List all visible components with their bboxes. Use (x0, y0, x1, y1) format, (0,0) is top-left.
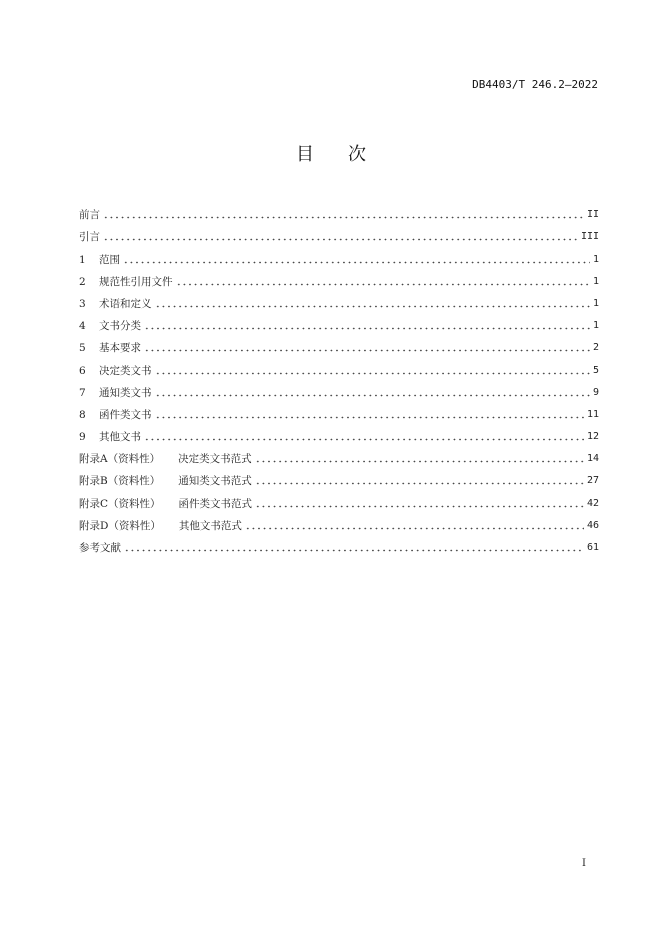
toc-entry[interactable] (79, 400, 599, 422)
toc-entry[interactable] (79, 200, 599, 222)
toc-entry[interactable] (79, 289, 599, 311)
toc-entry-page: 46 (586, 519, 599, 531)
toc-entry-page: 11 (586, 408, 599, 420)
toc-entry-page: 1 (592, 297, 599, 309)
toc-entry-page: 1 (592, 253, 599, 265)
toc-entry-page: 1 (592, 320, 599, 332)
dot-leader (176, 283, 590, 286)
toc-entry-title: 术语和定义 (99, 297, 152, 310)
toc-entry-number: 8 (79, 408, 86, 421)
toc-entry-label (79, 497, 252, 511)
toc-entry[interactable] (79, 511, 599, 533)
toc-entry[interactable] (79, 422, 599, 444)
toc-entry-title: 参考文献 (79, 542, 121, 554)
toc-entry-label (79, 541, 121, 555)
toc-entry-number: 9 (79, 431, 86, 444)
toc-entry[interactable] (79, 333, 599, 355)
toc-entry-number: 2 (79, 275, 86, 288)
toc-entry-page: 9 (592, 386, 599, 398)
toc-appendix-prefix: 附录B（资料性） (79, 475, 161, 488)
toc-entry-label (79, 319, 141, 333)
toc-entry-page: III (580, 231, 599, 243)
toc-entry[interactable] (79, 267, 599, 289)
toc-entry-number: 1 (79, 253, 86, 266)
toc-entry-label (79, 230, 100, 244)
toc-entry-label (79, 208, 100, 222)
dot-leader (255, 482, 584, 485)
toc-entry-page: 2 (592, 342, 599, 354)
dot-leader (144, 349, 590, 352)
toc-entry-label (79, 430, 141, 444)
toc-entry-label (79, 386, 152, 400)
toc-entry-page: 12 (586, 431, 599, 443)
toc-appendix-prefix: 附录A（资料性） (79, 453, 161, 466)
dot-leader (155, 416, 584, 419)
toc-entry-title: 范围 (99, 253, 120, 266)
toc-entry-title: 决定类文书 (99, 364, 152, 377)
toc-entry-title: 基本要求 (99, 342, 141, 355)
toc-entry-label (79, 275, 173, 289)
toc-entry[interactable] (79, 444, 599, 466)
dot-leader (245, 527, 584, 530)
toc-entry-label (79, 364, 152, 378)
toc-entry[interactable] (79, 488, 599, 510)
dot-leader (124, 549, 584, 552)
toc-entry-label (79, 408, 152, 422)
dot-leader (255, 460, 584, 463)
dot-leader (255, 505, 584, 508)
toc-entry-title: 函件类文书 (99, 408, 152, 421)
toc-entry-page: II (586, 209, 599, 221)
toc-entry-number: 5 (79, 342, 86, 355)
toc-entry-number: 7 (79, 386, 86, 399)
toc-entry-title: 规范性引用文件 (99, 275, 173, 288)
toc-entry-label (79, 341, 141, 355)
toc-entry-title: 文书分类 (99, 320, 141, 333)
toc-entry[interactable] (79, 355, 599, 377)
toc-entry[interactable] (79, 378, 599, 400)
toc-entry-page: 5 (592, 364, 599, 376)
toc-entry-label (79, 253, 120, 267)
toc-entry-number: 6 (79, 364, 86, 377)
toc-entry-title: 其他文书范式 (178, 519, 242, 532)
toc-entry-page: 61 (586, 542, 599, 553)
page-title: 目次 (296, 144, 400, 165)
document-id: DB4403/T 246.2—2022 (472, 78, 598, 91)
toc-entry-title: 决定类文书范式 (178, 453, 252, 466)
table-of-contents (79, 200, 599, 555)
dot-leader (103, 216, 584, 219)
dot-leader (155, 305, 590, 308)
dot-leader (144, 438, 584, 441)
toc-entry-label (79, 297, 152, 311)
page-number: I (582, 858, 586, 869)
toc-entry-title: 函件类文书范式 (178, 497, 253, 510)
dot-leader (155, 394, 590, 397)
toc-entry[interactable] (79, 466, 599, 488)
toc-entry-number: 3 (79, 297, 86, 310)
toc-entry[interactable] (79, 533, 599, 555)
toc-entry-page: 14 (586, 453, 599, 465)
toc-entry-title: 其他文书 (99, 431, 141, 444)
toc-entry-title: 通知类文书范式 (178, 475, 252, 488)
dot-leader (123, 261, 590, 264)
toc-entry-label (79, 452, 252, 466)
dot-leader (103, 238, 578, 241)
toc-entry-title: 通知类文书 (99, 386, 152, 399)
toc-entry[interactable] (79, 311, 599, 333)
toc-appendix-prefix: 附录C（资料性） (79, 497, 161, 510)
toc-entry[interactable] (79, 244, 599, 266)
toc-entry-label (79, 519, 242, 533)
toc-entry-label (79, 474, 252, 488)
toc-entry-title: 引言 (79, 231, 100, 244)
dot-leader (144, 327, 590, 330)
toc-appendix-prefix: 附录D（资料性） (79, 519, 161, 532)
toc-entry[interactable] (79, 222, 599, 244)
toc-entry-number: 4 (79, 320, 86, 333)
dot-leader (155, 372, 590, 375)
toc-entry-title: 前言 (79, 209, 100, 222)
toc-entry-page: 1 (592, 275, 599, 287)
toc-entry-page: 42 (586, 497, 599, 509)
toc-entry-page: 27 (586, 475, 599, 487)
